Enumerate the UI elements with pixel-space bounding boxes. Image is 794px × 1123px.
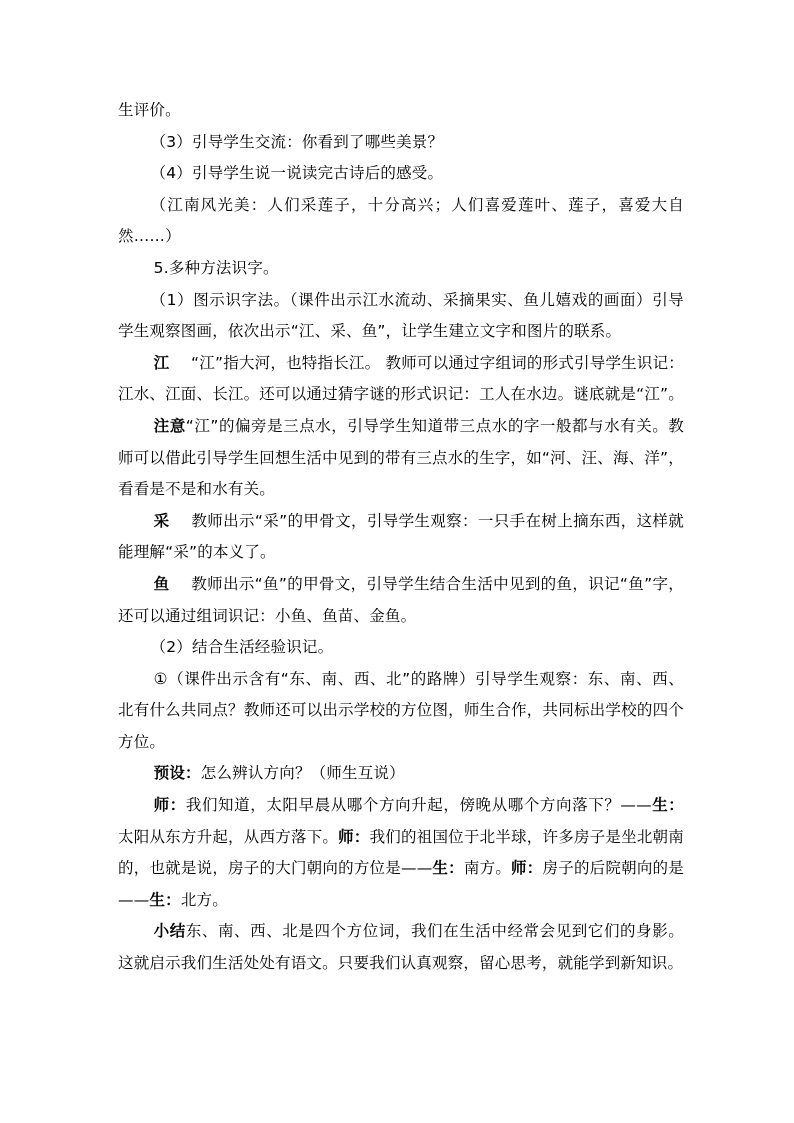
teacher-label: 师：	[338, 827, 370, 846]
paragraph-preset	[118, 758, 684, 790]
char-cai-text: 教师出示“采”的甲骨文，引导学生观察：一只手在树上摘东西，这样就能理解“采”的本义了。	[118, 511, 684, 562]
preset-label: 预设：	[153, 764, 201, 783]
paragraph-attention	[118, 411, 684, 506]
teacher-label: 师：	[511, 859, 543, 878]
dialogue-text: 太阳从东方升起，从西方落下。	[118, 827, 339, 846]
char-yu-label: 鱼	[153, 574, 170, 593]
paragraph-student-evaluation: 生评价。	[118, 101, 181, 119]
summary-text: 东、南、西、北是四个方位词，我们在生活中经常会见到它们的身影。这就启示我们生活处处有语文。只要我们认真观察，留心思考，就能学到新知识。	[118, 922, 684, 973]
paragraph-char-jiang	[118, 348, 684, 411]
dialogue-text: 我们的祖国位于北半球，许多房子是坐北朝南的，也就是说，房子的大门朝向的方位是——	[118, 827, 684, 878]
paragraph-picture-method: （1）图示识字法。（课件出示江水流动、采摘果实、鱼儿嬉戏的画面）引导学生观察图画，依次出示“江、采、鱼”，让学生建立文字和图片的联系。	[118, 290, 684, 341]
dialogue-text: 南方。	[463, 859, 512, 878]
char-cai-label: 采	[153, 511, 170, 530]
char-jiang-label: 江	[153, 353, 170, 372]
paragraph-summary	[118, 916, 684, 979]
paragraph-char-yu	[118, 569, 684, 632]
student-label: 生：	[149, 890, 181, 909]
paragraph-jiangnan-note: （江南风光美：人们采莲子，十分高兴；人们喜爱莲叶、莲子，喜爱大自然……）	[118, 195, 684, 246]
attention-text: “江”的偏旁是三点水，引导学生知道带三点水的字一般都与水有关。教师可以借此引导学生回想生活中见到的带有三点水的生字，如“河、汪、海、洋”，看看是不是和水有关。	[118, 416, 685, 499]
paragraph-char-cai	[118, 506, 684, 569]
student-label: 生：	[432, 859, 464, 878]
paragraph-dialogue	[118, 790, 684, 916]
attention-label: 注意	[153, 416, 186, 435]
paragraph-directions: ①（课件出示含有“东、南、西、北”的路牌）引导学生观察：东、南、西、北有什么共同点？教师还可以出示学校的方位图，师生合作，共同标出学校的四个方位。	[118, 669, 684, 751]
paragraph-life-experience: （2）结合生活经验识记。	[150, 638, 334, 657]
char-yu-text: 教师出示“鱼”的甲骨文，引导学生结合生活中见到的鱼，识记“鱼”字，还可以通过组词识记：小鱼、鱼苗、金鱼。	[118, 574, 684, 625]
dialogue-text: 房子的后院朝向的是——	[118, 859, 684, 909]
paragraph-step-4: （4）引导学生说一说读完古诗后的感受。	[150, 164, 444, 183]
char-jiang-text: “江”指大河，也特指长江。 教师可以通过字组词的形式引导学生识记：江水、江面、长江。还可以通过猜字谜的形式识记：工人在水边。谜底就是“江”。	[118, 353, 684, 404]
teacher-label: 师：	[153, 796, 186, 815]
dialogue-text: 北方。	[180, 890, 228, 909]
paragraph-section-5: 5.多种方法识字。	[153, 258, 279, 277]
student-label: 生：	[651, 796, 685, 815]
paragraph-step-3: （3）引导学生交流：你看到了哪些美景？	[150, 132, 444, 151]
preset-text: 怎么辨认方向？（师生互说）	[200, 764, 405, 783]
dialogue-text: 我们知道，太阳早晨从哪个方向升起，傍晚从哪个方向落下？——	[185, 796, 652, 815]
summary-label: 小结	[153, 922, 186, 941]
